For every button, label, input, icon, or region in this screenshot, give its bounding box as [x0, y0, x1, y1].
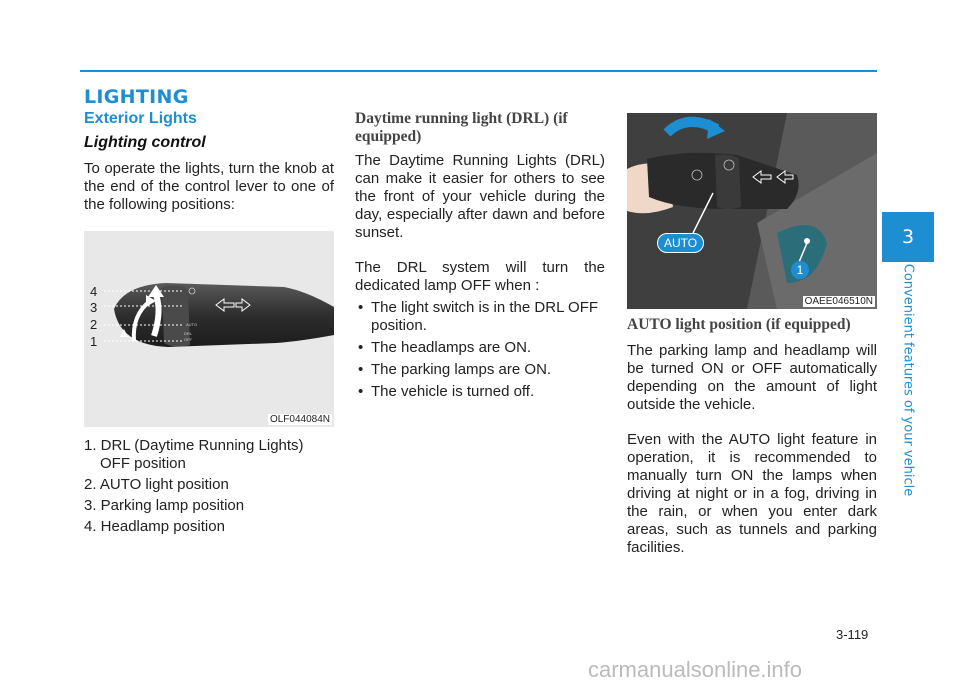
intro-paragraph: To operate the lights, turn the knob at the end of the control lever to one of the following positions:	[84, 160, 334, 213]
exterior-lights-heading: Exterior Lights	[84, 110, 197, 127]
section-title: LIGHTING	[84, 86, 189, 108]
figure-caption-auto: OAEE046510N	[804, 296, 873, 307]
position-item-4: 4. Headlamp position	[84, 518, 225, 535]
position-item-3: 3. Parking lamp position	[84, 497, 245, 514]
drl-bullets	[355, 299, 605, 401]
drl-bullet-3: • The parking lamps are ON.	[355, 361, 605, 379]
position-item-2: 2. AUTO light position	[84, 476, 229, 493]
lever-label-drl: DRL	[184, 331, 193, 336]
lever-illustration	[84, 231, 334, 427]
watermark: carmanualsonline.info	[588, 657, 803, 682]
figure-caption-lever: OLF044084N	[269, 414, 330, 425]
column-2	[355, 110, 605, 405]
callout-2: 2	[90, 317, 98, 332]
auto-heading: AUTO light position (if equipped)	[627, 316, 851, 333]
page-number: 3-119	[836, 627, 869, 642]
auto-figure	[627, 113, 877, 309]
callout-3: 3	[90, 300, 98, 315]
drl-paragraph-2: The DRL system will turn the dedicated lamp OFF when :	[355, 259, 605, 294]
auto-paragraph-2: Even with the AUTO light feature in operation, it is recommended to manually turn ON the lamps when driving at night or in a fog, driving in the rain, or when you enter dark areas, such as tunnels and parking facilities.	[627, 431, 877, 556]
lighting-control-heading: Lighting control	[84, 134, 206, 151]
drl-paragraph-1: The Daytime Running Lights (DRL) can make it easier for others to see the front of your vehicle during the day, especially after dawn and before sunset.	[355, 152, 605, 241]
chapter-title: Convenient features of your vehicle	[900, 263, 916, 497]
position-item-1: 1. DRL (Daytime Running Lights) OFF position	[84, 437, 304, 472]
callout-4: 4	[90, 284, 98, 299]
auto-paragraph-1: The parking lamp and headlamp will be turned ON or OFF automatically depending on the amount of light outside the vehicle.	[627, 342, 877, 413]
column-1	[84, 110, 334, 539]
drl-heading: Daytime running light (DRL) (if equipped)	[355, 110, 568, 145]
lever-figure	[84, 231, 334, 427]
lever-label-auto: AUTO	[186, 322, 198, 327]
drl-bullet-1: • The light switch is in the DRL OFF position.	[355, 299, 605, 335]
marker-1: 1	[791, 261, 809, 279]
drl-bullet-2: • The headlamps are ON.	[355, 339, 605, 357]
chapter-tab: 3	[882, 212, 934, 262]
column-3	[627, 113, 877, 557]
lever-label-off: OFF	[184, 337, 192, 342]
callout-1: 1	[90, 334, 98, 349]
positions-list	[84, 437, 334, 536]
auto-illustration	[627, 113, 877, 309]
drl-bullet-4: • The vehicle is turned off.	[355, 383, 605, 401]
top-rule	[80, 70, 877, 72]
auto-label: AUTO	[657, 233, 704, 253]
